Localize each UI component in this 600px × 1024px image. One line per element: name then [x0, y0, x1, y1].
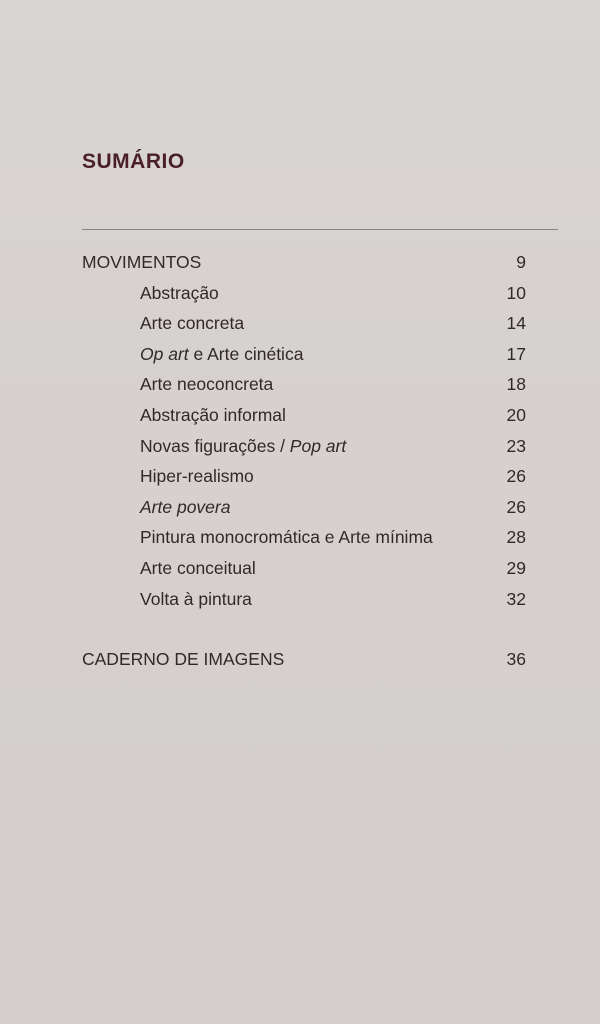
toc-item-label: Volta à pintura	[140, 588, 252, 609]
divider-rule	[82, 229, 558, 230]
toc-item-label-italic: Pop art	[289, 435, 347, 456]
toc-item-label	[82, 436, 346, 456]
toc-spacer	[82, 614, 526, 644]
toc-section-caderno-de-imagens	[82, 644, 526, 675]
toc-page-number: 32	[506, 588, 526, 609]
toc-section-label: MOVIMENTOS	[82, 252, 202, 272]
toc-page-number: 10	[506, 282, 526, 303]
toc-item-abstracao	[82, 278, 526, 309]
toc-page-number: 26	[506, 466, 526, 487]
toc-item-label: Abstração informal	[140, 404, 286, 425]
toc-item-arte-concreta	[82, 308, 526, 339]
toc-item-arte-neoconcreta	[82, 369, 526, 400]
toc-item-label: Hiper-realismo	[140, 466, 254, 487]
toc-page-number: 28	[506, 527, 526, 548]
toc-item-volta-a-pintura	[82, 584, 526, 615]
toc-item-label-pre: Novas figurações /	[140, 435, 290, 456]
toc-item-pintura-monocromatica	[82, 522, 526, 553]
toc-page-number: 36	[506, 649, 526, 670]
toc-item-arte-povera	[82, 492, 526, 523]
toc-item-label-italic: Op art	[140, 343, 189, 364]
toc-section-movimentos	[82, 247, 526, 278]
toc-item-label: Abstração	[140, 282, 219, 303]
toc-page-number: 9	[516, 252, 526, 272]
toc-page-number: 14	[506, 313, 526, 334]
toc-item-label-rest: e Arte cinética	[188, 343, 304, 364]
toc-page-number: 26	[506, 496, 526, 517]
toc-section-label: CADERNO DE IMAGENS	[82, 649, 285, 670]
toc-item-hiper-realismo	[82, 461, 526, 492]
toc-page-number: 29	[506, 557, 526, 578]
toc-item-abstracao-informal	[82, 400, 526, 431]
toc-item-label: Pintura monocromática e Arte mínima	[140, 527, 433, 548]
toc-page-number: 20	[506, 404, 526, 425]
toc-item-label-italic: Arte povera	[140, 496, 231, 517]
toc-item-label: Arte concreta	[140, 313, 245, 334]
toc-item-label	[82, 344, 303, 364]
toc-page-number: 23	[506, 435, 526, 456]
toc-item-novas-figuracoes	[82, 431, 526, 462]
toc-item-label: Arte neoconcreta	[140, 374, 274, 395]
toc-item-label	[82, 497, 230, 517]
toc-page-number: 18	[506, 374, 526, 395]
toc-item-op-art	[82, 339, 526, 370]
table-of-contents	[82, 247, 526, 675]
page-title: SUMÁRIO	[82, 150, 185, 173]
toc-page-number: 17	[506, 343, 526, 364]
toc-item-label: Arte conceitual	[140, 557, 256, 578]
toc-item-arte-conceitual	[82, 553, 526, 584]
